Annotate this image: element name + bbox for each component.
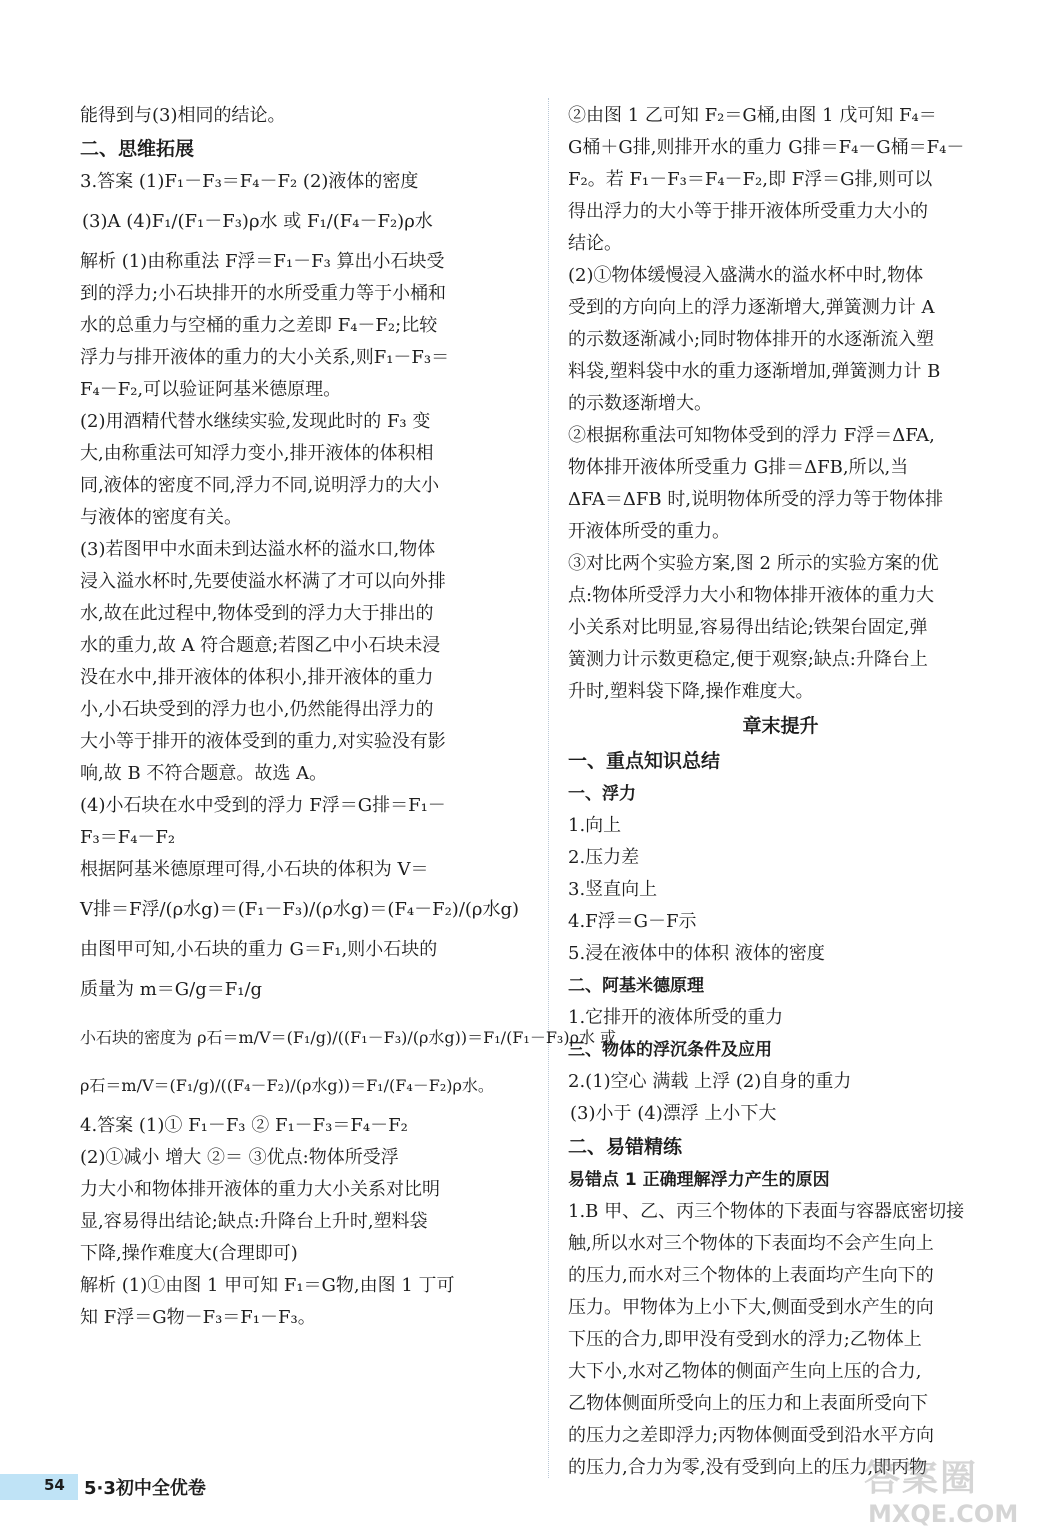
formula-line: (3)A (4)F₁/(F₁－F₃)ρ水 或 F₁/(F₄－F₂)ρ水 <box>82 211 433 232</box>
answer-line: 3.答案 (1)F₁－F₃＝F₄－F₂ (2)液体的密度 <box>80 171 419 192</box>
text-line: ③对比两个实验方案,图 2 所示的实验方案的优 <box>568 553 939 574</box>
list-item: 4.F浮＝G－F示 <box>568 911 697 932</box>
text-line: 压力。甲物体为上小下大,侧面受到水产生的向 <box>568 1297 934 1318</box>
list-item: 1.它排开的液体所受的重力 <box>568 1007 784 1028</box>
text-line: (3)若图甲中水面未到达溢水杯的溢水口,物体 <box>80 539 436 560</box>
text-line: ②由图 1 乙可知 F₂＝G桶,由图 1 戊可知 F₄＝ <box>568 105 937 126</box>
watermark-url: MXQE.COM <box>868 1500 1019 1528</box>
text-line: 小,小石块受到的浮力也小,仍然能得出浮力的 <box>80 699 434 720</box>
list-item: (3)小于 (4)漂浮 上小下大 <box>570 1103 777 1124</box>
text-line: 升时,塑料袋下降,操作难度大。 <box>568 681 814 702</box>
answer-line: 4.答案 (1)① F₁－F₃ ② F₁－F₃＝F₄－F₂ <box>80 1115 408 1136</box>
text-line: 得出浮力的大小等于排开液体所受重力大小的 <box>568 201 928 222</box>
list-item: 1.向上 <box>568 815 622 836</box>
column-divider <box>548 98 549 1478</box>
answer-line: 1.B 甲、乙、丙三个物体的下表面与容器底密切接 <box>568 1201 965 1222</box>
subsection-heading: 三、物体的浮沉条件及应用 <box>568 1040 772 1060</box>
text-line: 到的浮力;小石块排开的水所受重力等于小桶和 <box>80 283 447 304</box>
text-line: 水的总重力与空桶的重力之差即 F₄－F₂;比较 <box>80 315 438 336</box>
formula-line: V排＝F浮/(ρ水g)＝(F₁－F₃)/(ρ水g)＝(F₄－F₂)/(ρ水g) <box>80 899 520 920</box>
section-heading: 一、重点知识总结 <box>568 750 721 772</box>
text-line: 大下小,水对乙物体的侧面产生向上压的合力, <box>568 1361 922 1382</box>
text-line: (2)①减小 增大 ②＝ ③优点:物体所受浮 <box>80 1147 399 1168</box>
text-line: F₂。若 F₁－F₃＝F₄－F₂,即 F浮＝G排,则可以 <box>568 169 933 190</box>
subsection-heading: 易错点 1 正确理解浮力产生的原因 <box>568 1170 830 1190</box>
text-line: 大,由称重法可知浮力变小,排开液体的体积相 <box>80 443 434 464</box>
text-line: 小关系对比明显,容易得出结论;铁架台固定,弹 <box>568 617 928 638</box>
formula-line: ρ石＝m/V＝(F₁/g)/((F₄－F₂)/(ρ水g))＝F₁/(F₄－F₂)ρ水。 <box>80 1076 494 1095</box>
text-line: 料袋,塑料袋中水的重力逐渐增加,弹簧测力计 B <box>568 361 941 382</box>
text-line: 的示数逐渐增大。 <box>568 393 712 414</box>
text-line: (2)①物体缓慢浸入盛满水的溢水杯中时,物体 <box>568 265 924 286</box>
text-line: 由图甲可知,小石块的重力 G＝F₁,则小石块的 <box>80 939 438 960</box>
text-line: ΔFA＝ΔFB 时,说明物体所受的浮力等于物体排 <box>568 489 944 510</box>
text-line: F₄－F₂,可以验证阿基米德原理。 <box>80 379 342 400</box>
subsection-heading: 二、阿基米德原理 <box>568 976 704 996</box>
text-line: 下降,操作难度大(合理即可) <box>80 1243 298 1264</box>
text-line: 点:物体所受浮力大小和物体排开液体的重力大 <box>568 585 935 606</box>
text-line: 物体排开液体所受重力 G排＝ΔFB,所以,当 <box>568 457 909 478</box>
text-line: 结论。 <box>568 233 622 254</box>
text-line: 受到的方向向上的浮力逐渐增大,弹簧测力计 A <box>568 297 935 318</box>
text-line: 水的重力,故 A 符合题意;若图乙中小石块未浸 <box>80 635 441 656</box>
text-line: ②根据称重法可知物体受到的浮力 F浮＝ΔFA, <box>568 425 935 446</box>
text-line: 浸入溢水杯时,先要使溢水杯满了才可以向外排 <box>80 571 446 592</box>
text-line: F₃＝F₄－F₂ <box>80 827 176 848</box>
right-column <box>568 100 993 1484</box>
watermark-text: 答案圈 <box>864 1458 979 1499</box>
text-line: 浮力与排开液体的重力的大小关系,则F₁－F₃＝ <box>80 347 450 368</box>
text-line: (4)小石块在水中受到的浮力 F浮＝G排＝F₁－ <box>80 795 446 816</box>
section-heading: 二、易错精练 <box>568 1136 683 1158</box>
text-line: 簧测力计示数更稳定,便于观察;缺点:升降台上 <box>568 649 928 670</box>
analysis-line: 解析 (1)①由图 1 甲可知 F₁＝G物,由图 1 丁可 <box>80 1275 455 1296</box>
text-line: 下压的合力,即甲没有受到水的浮力;乙物体上 <box>568 1329 922 1350</box>
formula-line: 质量为 m＝G/g＝F₁/g <box>80 979 263 1000</box>
text-line: 的示数逐渐减小;同时物体排开的水逐渐流入塑 <box>568 329 935 350</box>
list-item: 5.浸在液体中的体积 液体的密度 <box>568 943 825 964</box>
text-line: 能得到与(3)相同的结论。 <box>80 105 286 126</box>
text-line: 根据阿基米德原理可得,小石块的体积为 V＝ <box>80 859 429 880</box>
text-line: 开液体所受的重力。 <box>568 521 730 542</box>
formula-line: 小石块的密度为 ρ石＝m/V＝(F₁/g)/((F₁－F₃)/(ρ水g))＝F₁/(F₁－F₃)ρ水 或 <box>80 1028 617 1047</box>
chapter-title: 章末提升 <box>742 715 819 737</box>
text-line: 响,故 B 不符合题意。故选 A。 <box>80 763 328 784</box>
list-item: 2.(1)空心 满载 上浮 (2)自身的重力 <box>568 1071 852 1092</box>
subsection-heading: 一、浮力 <box>568 784 636 804</box>
text-line: 大小等于排开的液体受到的重力,对实验没有影 <box>80 731 446 752</box>
text-line: 的压力,而水对三个物体的上表面均产生向下的 <box>568 1265 934 1286</box>
text-line: 水,故在此过程中,物体受到的浮力大于排出的 <box>80 603 434 624</box>
list-item: 2.压力差 <box>568 847 640 868</box>
brand-title: 5·3初中全优卷 <box>84 1478 206 1499</box>
text-line: 触,所以水对三个物体的下表面均不会产生向上 <box>568 1233 934 1254</box>
page-number: 54 <box>44 1476 65 1494</box>
text-line: 与液体的密度有关。 <box>80 507 242 528</box>
text-line: 显,容易得出结论;缺点:升降台上升时,塑料袋 <box>80 1211 428 1232</box>
page-number-tab <box>0 1474 78 1500</box>
analysis-line: 解析 (1)由称重法 F浮＝F₁－F₃ 算出小石块受 <box>80 251 445 272</box>
text-line: (2)用酒精代替水继续实验,发现此时的 F₃ 变 <box>80 411 431 432</box>
text-line: 乙物体侧面所受向上的压力和上表面所受向下 <box>568 1393 928 1414</box>
text-line: G桶＋G排,则排开水的重力 G排＝F₄－G桶＝F₄－ <box>568 137 965 158</box>
text-line: 的压力之差即浮力;丙物体侧面受到沿水平方向 <box>568 1425 935 1446</box>
watermark-logo <box>864 1450 1040 1530</box>
text-line: 没在水中,排开液体的体积小,排开液体的重力 <box>80 667 434 688</box>
text-line: 同,液体的密度不同,浮力不同,说明浮力的大小 <box>80 475 440 496</box>
section-heading: 二、思维拓展 <box>80 138 195 160</box>
text-line: 的压力,合力为零,没有受到向上的压力,即丙物 <box>568 1457 928 1478</box>
text-line: 力大小和物体排开液体的重力大小关系对比明 <box>80 1179 440 1200</box>
list-item: 3.竖直向上 <box>568 879 658 900</box>
text-line: 知 F浮＝G物－F₃＝F₁－F₃。 <box>80 1307 316 1328</box>
